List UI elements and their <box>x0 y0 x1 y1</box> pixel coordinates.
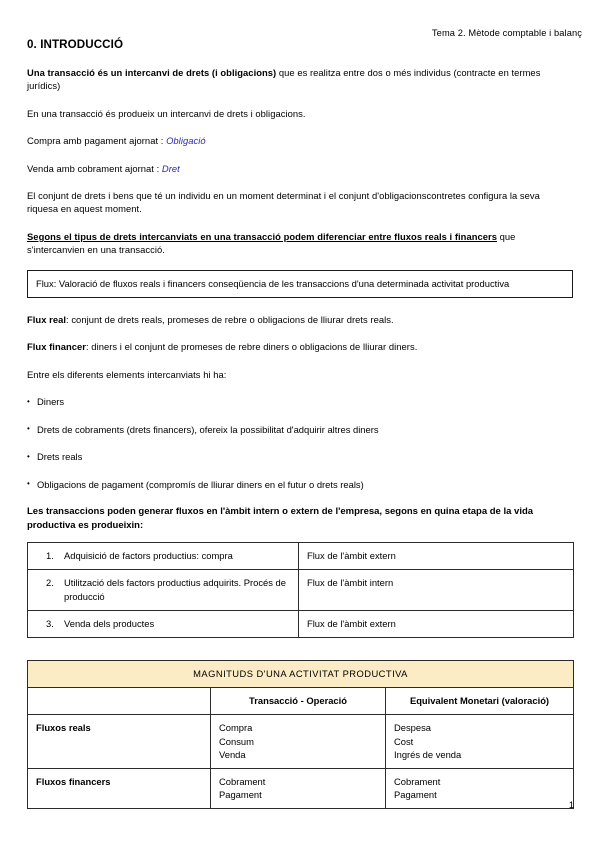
row-number: 2. <box>46 577 54 589</box>
table-header-row <box>28 660 574 687</box>
row-stage-text: Utilització dels factors productius adquirits. Procés de producció <box>64 577 286 602</box>
heading-flow-types-underlined: Segons el tipus de drets intercanviats en una transacció podem diferenciar entre fluxos reals i financers <box>27 230 497 242</box>
example-label-sale: Venda amb cobrament ajornat : <box>27 162 162 174</box>
cell-line: Pagament <box>394 789 437 801</box>
table-cell-flow: Flux de l'àmbit intern <box>299 570 574 610</box>
table-cell-stage <box>28 570 299 610</box>
table-row <box>28 768 574 808</box>
magnitudes-table-title: MAGNITUDS D'UNA ACTIVITAT PRODUCTIVA <box>28 660 574 687</box>
flux-scope-table <box>27 542 574 638</box>
paragraph-wealth: El conjunt de drets i bens que té un individu en un moment determinat i el conjunt d'obligacionscontretes configura la seva riquesa en aquest moment. <box>27 190 540 215</box>
paragraph-flux-financer <box>27 340 573 353</box>
cell-line: Pagament <box>219 789 262 801</box>
table-cell-transaccio <box>211 768 386 808</box>
cell-line: Cobrament <box>394 775 441 787</box>
row-number: 3. <box>46 617 54 629</box>
list-item: • Drets de cobraments (drets financers), ofereix la possibilitat d'adquirir altres diners <box>27 423 573 436</box>
row-header-fluxos-reals: Fluxos reals <box>28 715 211 769</box>
paragraph-elements-intro: Entre els diferents elements intercanviats hi ha: <box>27 368 227 380</box>
list-item: • Obligacions de pagament (compromís de lliurar diners en el futur o drets reals) <box>27 478 573 491</box>
paragraph-transaction-definition <box>27 66 573 93</box>
table-row <box>28 610 574 637</box>
table-row <box>28 543 574 570</box>
table-cell-transaccio <box>211 715 386 769</box>
table-column-header-row <box>28 688 574 715</box>
table-cell-stage <box>28 543 299 570</box>
magnitudes-table <box>27 660 574 809</box>
table-cell-equivalent <box>386 768 574 808</box>
flux-financer-label: Flux financer <box>27 341 86 353</box>
cell-line: Cost <box>394 735 414 747</box>
flux-financer-text: : diners i el conjunt de promeses de rebre diners o obligacions de lliurar diners. <box>86 341 418 353</box>
example-line-sale <box>27 162 573 175</box>
flux-definition-box: Flux: Valoració de fluxos reals i financers conseqüencia de les transaccions d'una determinada activitat productiva <box>27 270 573 298</box>
paragraph-flux-real <box>27 313 573 326</box>
cell-line: Venda <box>219 748 246 760</box>
page-number: 1 <box>568 800 574 810</box>
transaction-definition-bold: Una transacció és un intercanvi de drets (i obligacions) <box>27 67 277 78</box>
list-item: • Drets reals <box>27 450 573 463</box>
example-term-dret: Dret <box>161 162 180 174</box>
table-corner-cell <box>28 688 211 715</box>
cell-line: Despesa <box>394 722 432 734</box>
row-stage-text: Adquisició de factors productius: compra <box>64 550 233 562</box>
cell-line: Cobrament <box>219 775 266 787</box>
table-cell-flow: Flux de l'àmbit extern <box>299 610 574 637</box>
list-item: • Diners <box>27 395 573 408</box>
table-cell-flow: Flux de l'àmbit extern <box>299 543 574 570</box>
cell-line: Compra <box>219 722 253 734</box>
transaction-definition-rest: que es realitza entre dos o més individus (contracte en termes jurídics) <box>27 67 541 92</box>
table-row <box>28 570 574 610</box>
column-header-transaccio: Transacció - Operació <box>211 688 386 715</box>
cell-line: Ingrés de venda <box>394 748 462 760</box>
example-line-purchase <box>27 134 573 147</box>
flux-real-text: : conjunt de drets reals, promeses de rebre o obligacions de lliurar drets reals. <box>66 314 394 326</box>
example-label-purchase: Compra amb pagament ajornat : <box>27 135 167 147</box>
flux-real-label: Flux real <box>27 314 67 326</box>
document-body <box>27 38 573 809</box>
cell-line: Consum <box>219 735 254 747</box>
paragraph-exchange: En una transacció és produeix un intercanvi de drets i obligacions. <box>27 107 306 119</box>
page-title: 0. INTRODUCCIÓ <box>27 38 124 51</box>
example-term-obligacio: Obligació <box>166 135 206 147</box>
heading-flow-types <box>27 230 573 257</box>
row-stage-text: Venda dels productes <box>64 617 155 629</box>
row-number: 1. <box>46 550 54 562</box>
table-cell-stage <box>28 610 299 637</box>
row-header-fluxos-financers: Fluxos financers <box>28 768 211 808</box>
heading-flow-types-rest: que s'intercanvien en una transacció. <box>27 230 516 256</box>
table-row <box>28 715 574 769</box>
running-header: Tema 2. Mètode comptable i balanç <box>431 28 582 38</box>
table-cell-equivalent <box>386 715 574 769</box>
column-header-equivalent: Equivalent Monetari (valoració) <box>386 688 574 715</box>
paragraph-flows-scope-intro: Les transaccions poden generar fluxos en l'àmbit intern o extern de l'empresa, segons en quina etapa de la vida productiva es produeixin: <box>27 505 534 531</box>
